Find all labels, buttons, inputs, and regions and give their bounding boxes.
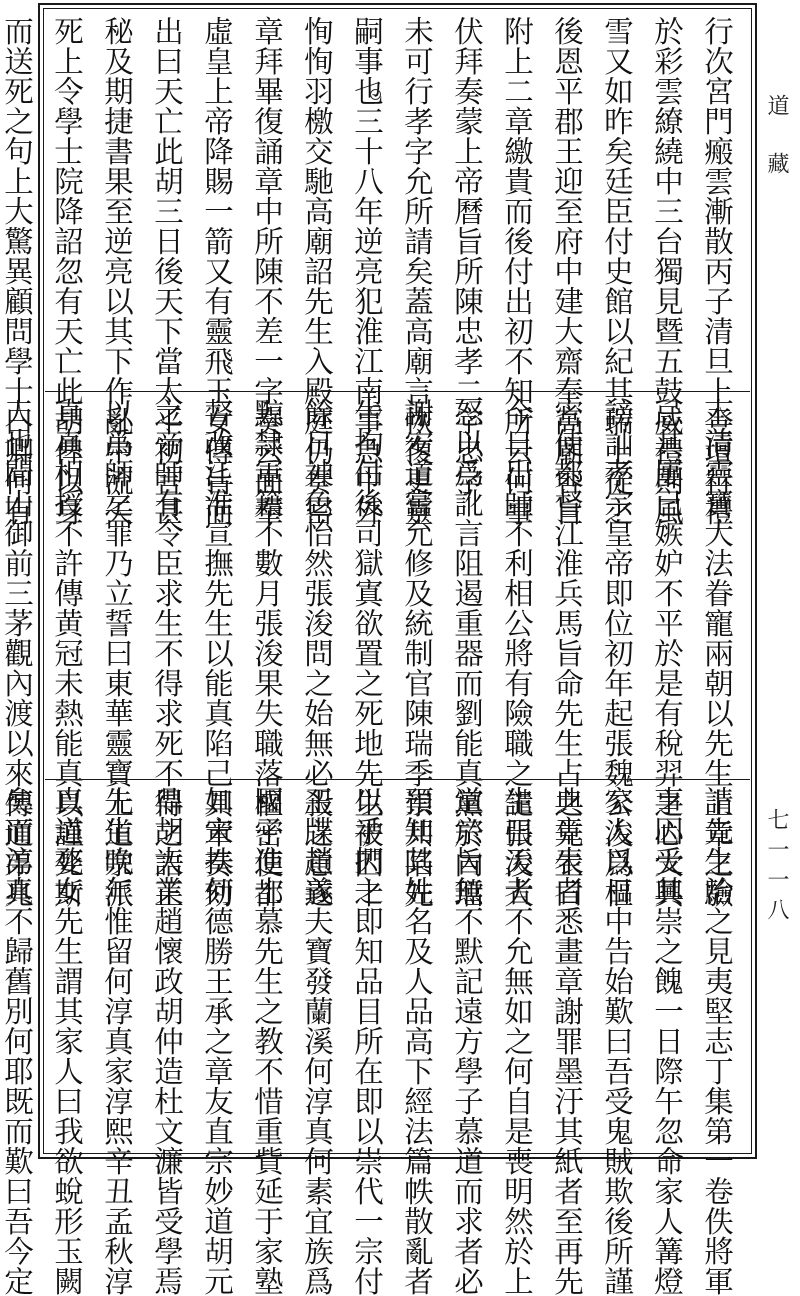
text-column: 於彩雲繚繞中三台獨見暨五鼓威禮則風 — [650, 16, 684, 526]
punctuation-circle-mark — [370, 823, 381, 834]
text-column: 嗣事也三十八年逆亮犯淮江南事急中外 — [350, 16, 384, 526]
text-column: 黥隸軍籍不數月張浚果失職落樞密使都 — [250, 398, 284, 908]
text-column: 道宗旨無不默記遠方學子慕道而求者必 — [450, 786, 484, 1296]
page-number: 七一一八 — [764, 808, 789, 928]
text-column: 矣而淳真不歸舊別何耶既而歎曰吾今定 — [0, 786, 34, 1296]
text-column: 上清靈寶大法眷寵兩朝以先生上章之驗 — [700, 398, 734, 908]
text-column: 虛皇上帝降賜一箭又有靈飛玉女傳旨而 — [200, 16, 234, 526]
text-column: 先生晚年惟留何淳真家淳熙辛丑孟秋淳 — [100, 786, 134, 1296]
text-column: 雪又如昨矣廷臣付史館以紀其瑞上從之 — [600, 16, 634, 526]
collection-title: 道藏 — [764, 94, 789, 210]
text-column: 真道婺女先生謂其家人曰我欲蛻形玉闕 — [50, 786, 84, 1296]
text-column: 行次宮門瘢雲漸散丙子清旦上登壇行禮 — [700, 16, 734, 526]
text-column: 後恩平郡王迎至府中建大齋奉高廟容旨 — [550, 16, 584, 526]
column-group — [0, 10, 750, 526]
text-panel-bottom — [0, 779, 750, 1296]
text-column: 謝安道嘗允修及統制官陳瑞季崇共陷先 — [400, 398, 434, 908]
text-column: 典章表者悉畫章謝罪墨汙其紙者至再先 — [550, 786, 584, 1296]
punctuation-circle-mark — [370, 405, 381, 416]
text-column: 恂恂羽檄交馳高廟詔先生入殿庭仍奏密 — [300, 16, 334, 526]
column-group — [0, 780, 750, 1296]
text-column: 如宋扶何德勝王承之章友直宗妙道胡元 — [200, 786, 234, 1296]
text-column: 忌其屢已嫉妒不平於是有稅羿之心大興 — [650, 398, 684, 908]
text-column: 伏拜奏蒙上帝曆旨所陳忠孝二字忠字 — [450, 16, 484, 496]
text-column: 生曰天者不允無如之何自是喪明然於上 — [500, 786, 534, 1296]
text-column: 真真相授不許傳黄冠未熱能真以謹死斯 — [50, 398, 84, 908]
text-column: 死上令學士院降詔忽有天亡此胡俾以身 — [50, 16, 84, 526]
text-column: 以爲師之罪乃立誓曰東華靈寶上道宗派 — [100, 398, 134, 908]
text-column: 生拘付後司獄寘欲置之死地先生被囚十 — [350, 398, 384, 908]
page-frame — [0, 3, 757, 1296]
text-column: 玉牒趙義夫寶發蘭溪何淳真何素宜族爲 — [300, 786, 334, 1296]
text-column: 請先生治之見夷堅志丁集第一卷佚將軍 — [700, 786, 734, 1296]
text-column: 餘日神色怡然張浚問之始無必殺之意遂 — [300, 398, 334, 908]
text-column: 人也聞山御前三茅觀內渡以來傳道弟兆 — [0, 398, 34, 908]
text-column: 密使都督江淮兵馬旨命先生占之先生曰 — [550, 398, 584, 908]
text-column: 附上二章繳貴而後付出初不知所云何事 — [500, 16, 534, 526]
text-column: 事因受其崇之餽一日際午忽命家人篝燈 — [650, 786, 684, 1296]
text-panel-middle — [0, 391, 750, 908]
text-column: 國子進士慕先生之教不惜重貲延于家塾 — [250, 786, 284, 1296]
text-column: 家人以日中告始歎曰吾受鬼賊欺後所謹 — [600, 786, 634, 1296]
text-column: 鼎胡大業趙懷政胡仲造杜文濂皆受學焉 — [150, 786, 184, 1296]
text-column: 督改江淮宣撫先生以能真陷己具章奏劾 — [200, 398, 234, 908]
column-group — [0, 392, 750, 908]
text-panel-top — [0, 10, 750, 526]
text-column: 謗訕孝宗皇帝即位初年起張魏公浚爲樞 — [600, 398, 634, 908]
text-column: 預知其姓名及人品高下經法篇帙散亂者 — [400, 786, 434, 1296]
text-column: 怒以爲訛言阻遏重器而劉能真黨於內璫 — [450, 398, 484, 908]
text-column: 之帝師有令臣求生不得求死不得之語正 — [150, 398, 184, 908]
text-column: 章拜畢復誦章中所陳不差一字奏云面奉 — [250, 16, 284, 526]
text-column: 秘及期捷書果至逆亮以其下作亂中流矢 — [100, 16, 134, 526]
text-column: 以手捫之即知品目所在即以崇代一宗付 — [350, 786, 384, 1296]
punctuation-circle-mark — [370, 89, 381, 100]
text-column: 未可行孝字允所請矣蓋高廟言恢復更靈 — [400, 16, 434, 526]
text-column: 出曰天亡此胡三日後天下當太平初言甚 — [150, 16, 184, 526]
text-column: 而送死之句上大驚異顧問學士曰卿何有 — [0, 16, 34, 526]
text-column: 今日出師不利相公將有險職之譴張浚大 — [500, 398, 534, 908]
